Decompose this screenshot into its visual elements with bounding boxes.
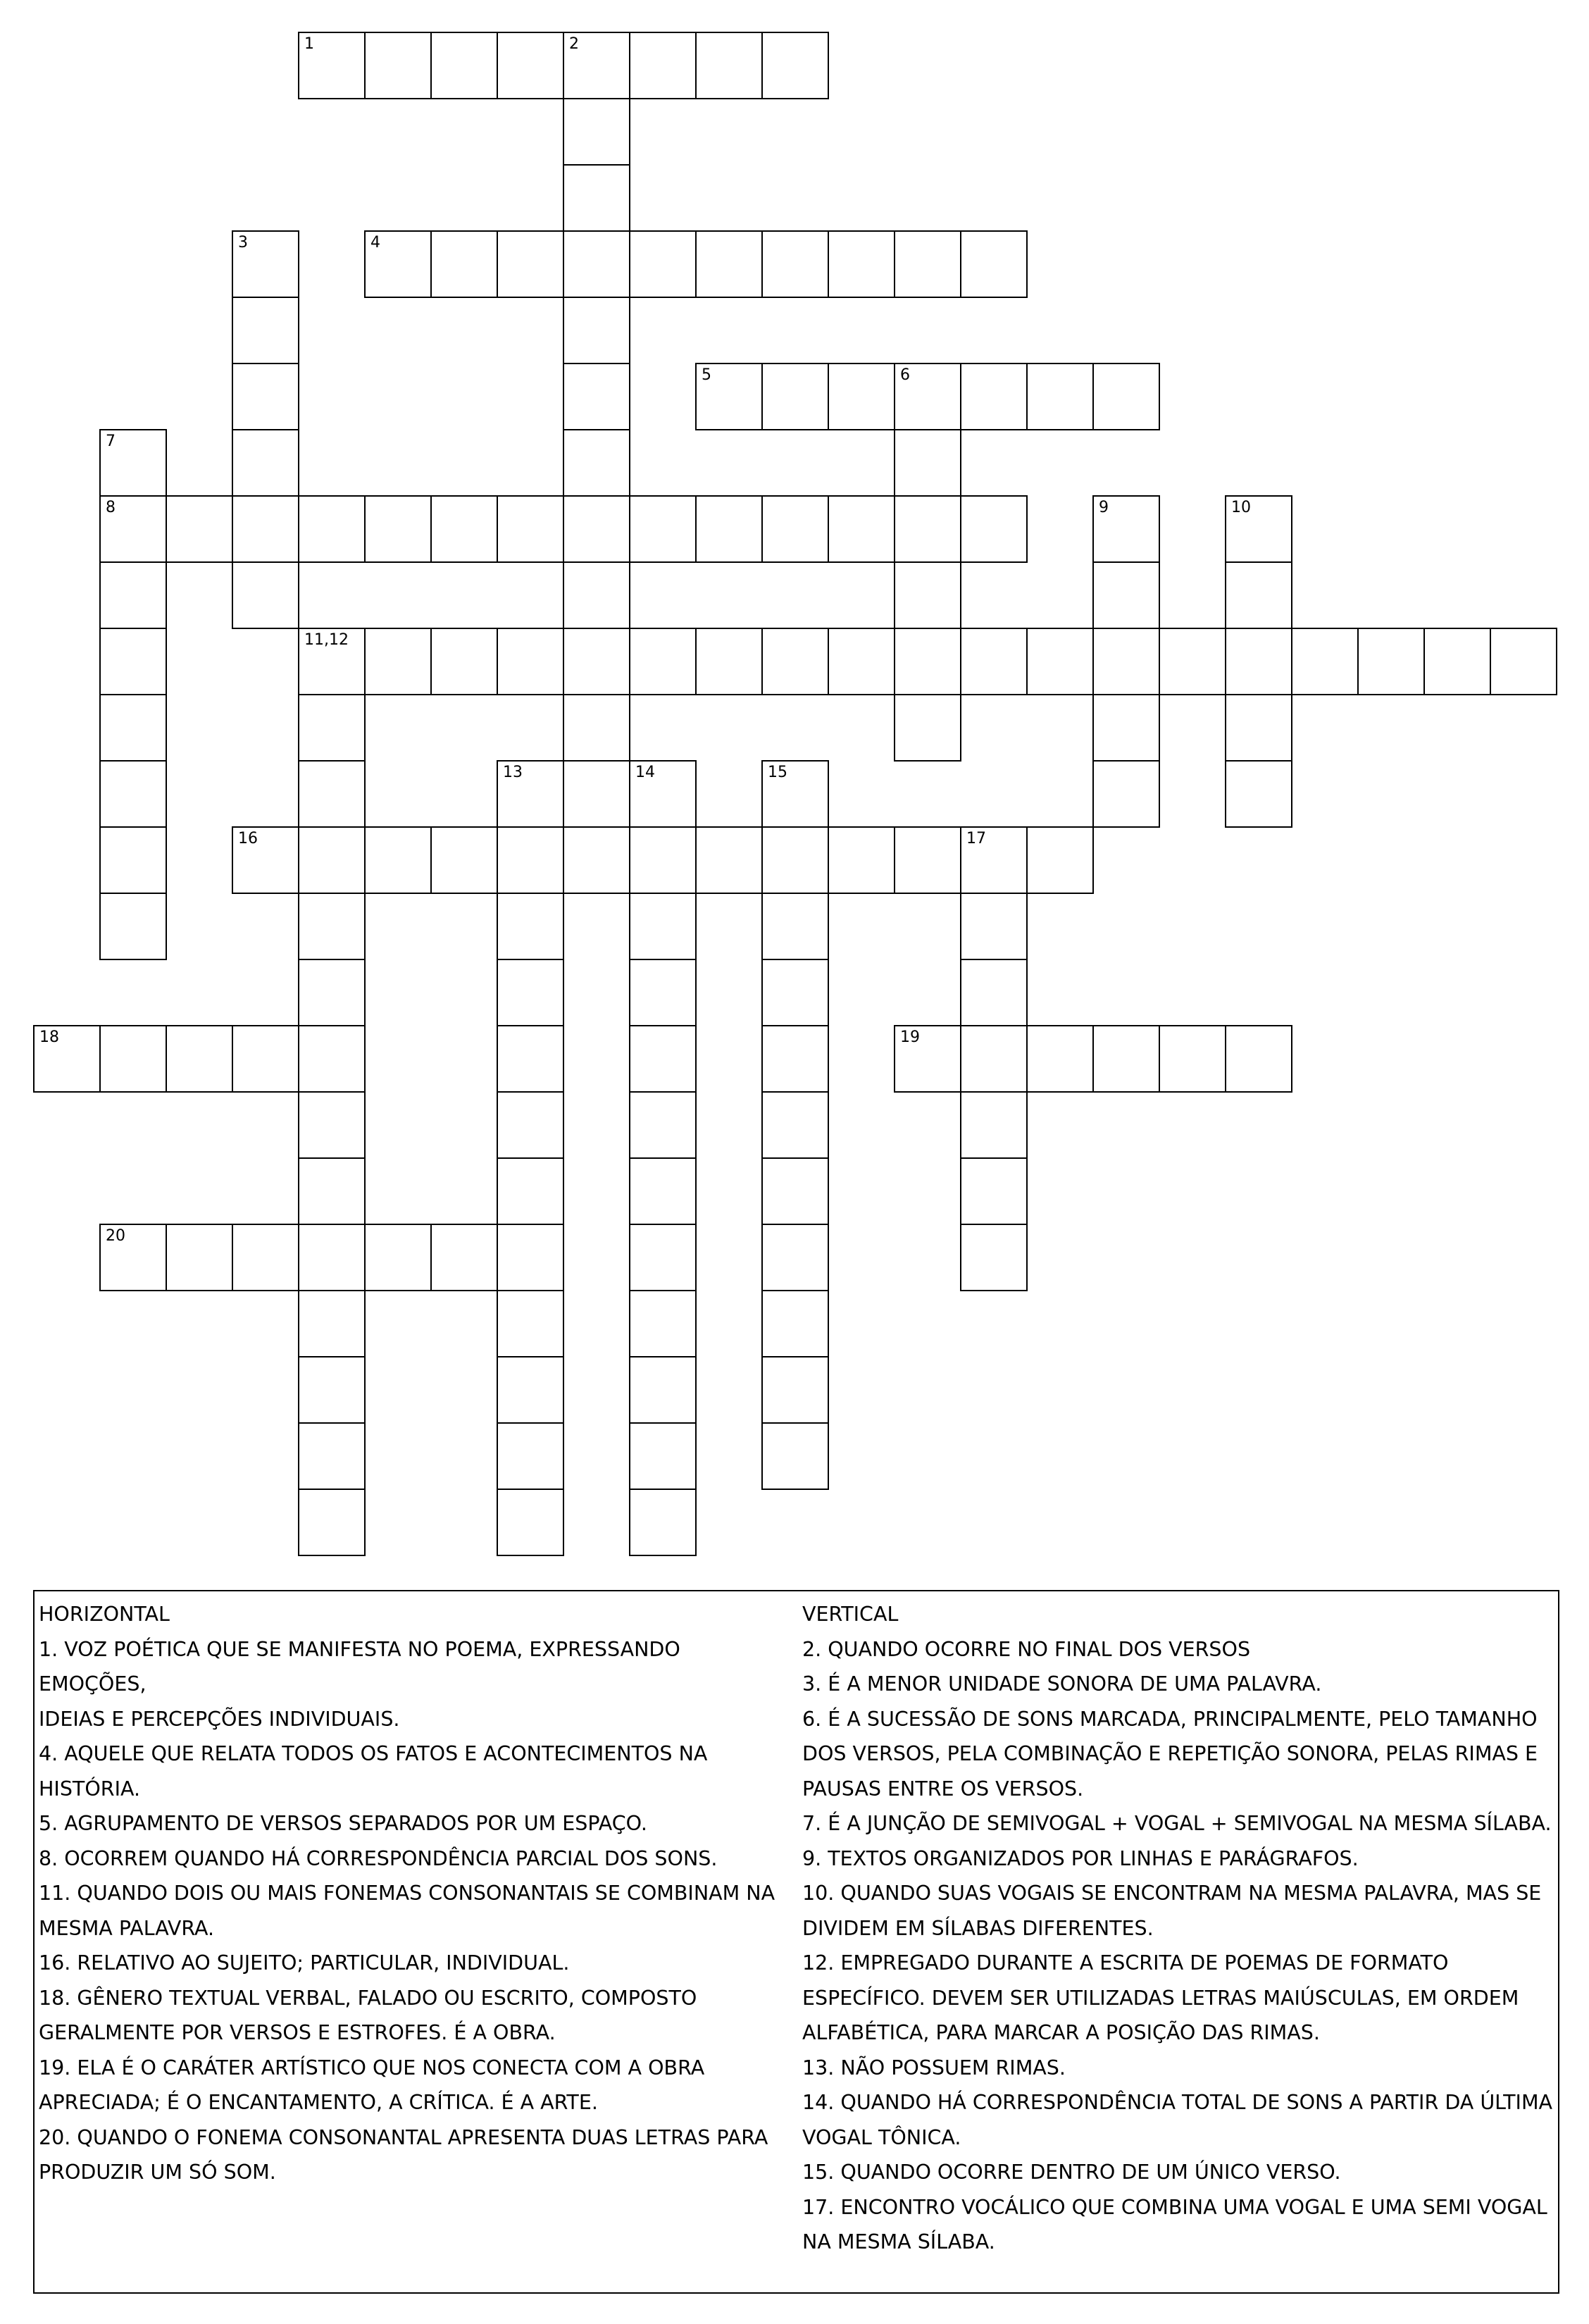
grid-cell[interactable]: [298, 1091, 366, 1159]
grid-cell[interactable]: [960, 893, 1028, 960]
grid-cell[interactable]: [497, 760, 564, 828]
clue-line: APRECIADA; É O ENCANTAMENTO, A CRÍTICA. É A ARTE.: [39, 2091, 598, 2114]
grid-cell[interactable]: [629, 893, 697, 960]
grid-cell[interactable]: [761, 1091, 829, 1159]
grid-cell[interactable]: [960, 1157, 1028, 1225]
grid-cell[interactable]: [960, 1091, 1028, 1159]
clue-line: 6. É A SUCESSÃO DE SONS MARCADA, PRINCIPALMENTE, PELO TAMANHO: [802, 1707, 1538, 1731]
grid-cell[interactable]: [629, 959, 697, 1026]
grid-cell[interactable]: [1225, 561, 1292, 629]
grid-cell[interactable]: [761, 1157, 829, 1225]
grid-cell[interactable]: [430, 826, 498, 894]
clue-line: 10. QUANDO SUAS VOGAIS SE ENCONTRAM NA MESMA PALAVRA, MAS SE: [802, 1882, 1542, 1905]
clue-number: 4: [370, 234, 380, 251]
clue-number: 18: [39, 1029, 59, 1046]
grid-cell[interactable]: [828, 495, 895, 563]
grid-cell[interactable]: [497, 959, 564, 1026]
grid-cell[interactable]: [430, 628, 498, 695]
grid-cell[interactable]: [1092, 1025, 1160, 1093]
clue-number: 1: [304, 35, 314, 53]
grid-cell[interactable]: [894, 495, 961, 563]
grid-cell[interactable]: [364, 826, 432, 894]
clue-line: GERALMENTE POR VERSOS E ESTROFES. É A OBRA.: [39, 2021, 556, 2044]
grid-cell[interactable]: [298, 893, 366, 960]
grid-cell[interactable]: [430, 495, 498, 563]
clue-number: 10: [1231, 499, 1251, 516]
grid-cell[interactable]: [1291, 628, 1359, 695]
grid-cell[interactable]: [761, 230, 829, 298]
clue-line: 5. AGRUPAMENTO DE VERSOS SEPARADOS POR UM ESPAÇO.: [39, 1812, 647, 1835]
clue-number: 7: [106, 433, 116, 450]
grid-cell[interactable]: [563, 495, 630, 563]
grid-cell[interactable]: [1159, 628, 1226, 695]
grid-cell[interactable]: [894, 826, 961, 894]
grid-cell[interactable]: [1026, 826, 1094, 894]
grid-cell[interactable]: [1225, 760, 1292, 828]
grid-cell[interactable]: [497, 1157, 564, 1225]
grid-cell[interactable]: [894, 429, 961, 497]
grid-cell[interactable]: [563, 826, 630, 894]
grid-cell[interactable]: [563, 429, 630, 497]
grid-cell[interactable]: [99, 628, 167, 695]
clue-line: 1. VOZ POÉTICA QUE SE MANIFESTA NO POEMA, EXPRESSANDO EMOÇÕES,: [39, 1637, 680, 1696]
grid-cell[interactable]: [99, 1224, 167, 1291]
grid-cell[interactable]: [761, 628, 829, 695]
grid-cell[interactable]: [629, 1422, 697, 1490]
clue-line: 2. QUANDO OCORRE NO FINAL DOS VERSOS: [802, 1637, 1251, 1661]
grid-cell[interactable]: [960, 495, 1028, 563]
clue-line: PAUSAS ENTRE OS VERSOS.: [802, 1777, 1084, 1801]
grid-cell[interactable]: [761, 495, 829, 563]
clue-line: 17. ENCONTRO VOCÁLICO QUE COMBINA UMA VOGAL E UMA SEMI VOGAL: [802, 2195, 1547, 2219]
grid-cell[interactable]: [828, 230, 895, 298]
clue-line: DOS VERSOS, PELA COMBINAÇÃO E REPETIÇÃO SONORA, PELAS RIMAS E: [802, 1742, 1538, 1765]
grid-cell[interactable]: [430, 1224, 498, 1291]
clue-line: 20. QUANDO O FONEMA CONSONANTAL APRESENTA DUAS LETRAS PARA: [39, 2125, 768, 2149]
grid-cell[interactable]: [298, 1422, 366, 1490]
clue-number: 14: [635, 764, 655, 781]
grid-cell[interactable]: [695, 363, 763, 430]
grid-cell[interactable]: [629, 32, 697, 99]
grid-cell[interactable]: [629, 1025, 697, 1093]
grid-cell[interactable]: [761, 760, 829, 828]
grid-cell[interactable]: [563, 694, 630, 762]
grid-cell[interactable]: [894, 694, 961, 762]
grid-cell[interactable]: [960, 826, 1028, 894]
grid-cell[interactable]: [828, 826, 895, 894]
grid-cell[interactable]: [497, 826, 564, 894]
grid-cell[interactable]: [497, 1091, 564, 1159]
clue-number: 17: [966, 830, 986, 847]
grid-cell[interactable]: [1092, 561, 1160, 629]
grid-cell[interactable]: [695, 826, 763, 894]
clue-number: 6: [900, 366, 910, 384]
clue-number: 8: [106, 499, 116, 516]
grid-cell[interactable]: [99, 495, 167, 563]
grid-cell[interactable]: [563, 561, 630, 629]
grid-cell[interactable]: [232, 826, 299, 894]
clue-line: ESPECÍFICO. DEVEM SER UTILIZADAS LETRAS MAIÚSCULAS, EM ORDEM: [802, 1986, 1519, 2010]
grid-cell[interactable]: [629, 1091, 697, 1159]
grid-cell[interactable]: [364, 230, 432, 298]
clue-line: IDEIAS E PERCEPÇÕES INDIVIDUAIS.: [39, 1707, 400, 1731]
clue-line: 11. QUANDO DOIS OU MAIS FONEMAS CONSONANTAIS SE COMBINAM NA: [39, 1882, 775, 1905]
grid-cell[interactable]: [99, 826, 167, 894]
grid-cell[interactable]: [298, 1157, 366, 1225]
clue-line: 19. ELA É O CARÁTER ARTÍSTICO QUE NOS CONECTA COM A OBRA: [39, 2056, 705, 2080]
grid-cell[interactable]: [1092, 495, 1160, 563]
grid-cell[interactable]: [761, 826, 829, 894]
clue-line: 4. AQUELE QUE RELATA TODOS OS FATOS E ACONTECIMENTOS NA: [39, 1742, 708, 1765]
grid-cell[interactable]: [1026, 628, 1094, 695]
grid-cell[interactable]: [1423, 628, 1491, 695]
grid-cell[interactable]: [960, 363, 1028, 430]
grid-cell[interactable]: [894, 561, 961, 629]
clue-line: 8. OCORREM QUANDO HÁ CORRESPONDÊNCIA PARCIAL DOS SONS.: [39, 1846, 718, 1870]
grid-cell[interactable]: [563, 230, 630, 298]
grid-cell[interactable]: [563, 297, 630, 364]
grid-cell[interactable]: [232, 297, 299, 364]
grid-cell[interactable]: [629, 1489, 697, 1556]
grid-cell[interactable]: [1092, 628, 1160, 695]
grid-cell[interactable]: [761, 1422, 829, 1490]
grid-cell[interactable]: [894, 1025, 961, 1093]
grid-cell[interactable]: [33, 1025, 101, 1093]
grid-cell[interactable]: [497, 1422, 564, 1490]
vertical-heading: VERTICAL: [802, 1603, 899, 1626]
clue-line: 12. EMPREGADO DURANTE A ESCRITA DE POEMAS DE FORMATO: [802, 1951, 1449, 1975]
grid-cell[interactable]: [1026, 1025, 1094, 1093]
grid-cell[interactable]: [232, 561, 299, 629]
grid-cell[interactable]: [99, 429, 167, 497]
clue-line: PRODUZIR UM SÓ SOM.: [39, 2161, 276, 2184]
horizontal-clues: [39, 1597, 792, 2190]
grid-cell[interactable]: [761, 32, 829, 99]
grid-cell[interactable]: [629, 1157, 697, 1225]
grid-cell[interactable]: [761, 893, 829, 960]
grid-cell[interactable]: [828, 628, 895, 695]
clue-line: HISTÓRIA.: [39, 1777, 141, 1801]
grid-cell[interactable]: [232, 495, 299, 563]
grid-cell[interactable]: [232, 363, 299, 430]
grid-cell[interactable]: [166, 1224, 233, 1291]
clue-line: NA MESMA SÍLABA.: [802, 2230, 995, 2254]
grid-cell[interactable]: [298, 1025, 366, 1093]
grid-cell[interactable]: [298, 694, 366, 762]
grid-cell[interactable]: [99, 561, 167, 629]
grid-cell[interactable]: [960, 628, 1028, 695]
grid-cell[interactable]: [629, 1224, 697, 1291]
clues-box: [33, 1590, 1559, 2294]
grid-cell[interactable]: [364, 495, 432, 563]
grid-cell[interactable]: [430, 230, 498, 298]
grid-cell[interactable]: [563, 363, 630, 430]
grid-cell[interactable]: [497, 628, 564, 695]
grid-cell[interactable]: [629, 1356, 697, 1424]
horizontal-heading: HORIZONTAL: [39, 1603, 170, 1626]
clue-number: 5: [702, 366, 711, 384]
clue-number: 2: [569, 35, 579, 53]
clue-line: 15. QUANDO OCORRE DENTRO DE UM ÚNICO VERSO.: [802, 2161, 1341, 2184]
grid-cell[interactable]: [761, 1356, 829, 1424]
grid-cell[interactable]: [497, 32, 564, 99]
grid-cell[interactable]: [1225, 495, 1292, 563]
grid-cell[interactable]: [629, 230, 697, 298]
grid-cell[interactable]: [99, 760, 167, 828]
grid-cell[interactable]: [497, 230, 564, 298]
clue-number: 16: [238, 830, 258, 847]
clue-line: 13. NÃO POSSUEM RIMAS.: [802, 2056, 1066, 2080]
grid-cell[interactable]: [232, 1025, 299, 1093]
grid-cell[interactable]: [497, 893, 564, 960]
grid-cell[interactable]: [298, 1290, 366, 1357]
clue-number: 9: [1099, 499, 1109, 516]
grid-cell[interactable]: [298, 1224, 366, 1291]
grid-cell[interactable]: [1092, 760, 1160, 828]
clue-number: 11,12: [304, 631, 349, 649]
grid-cell[interactable]: [497, 1489, 564, 1556]
grid-cell[interactable]: [497, 495, 564, 563]
grid-cell[interactable]: [960, 1224, 1028, 1291]
grid-cell[interactable]: [894, 363, 961, 430]
grid-cell[interactable]: [298, 1356, 366, 1424]
grid-cell[interactable]: [695, 495, 763, 563]
clue-line: MESMA PALAVRA.: [39, 1916, 215, 1940]
grid-cell[interactable]: [629, 826, 697, 894]
clue-line: DIVIDEM EM SÍLABAS DIFERENTES.: [802, 1916, 1154, 1940]
grid-cell[interactable]: [563, 164, 630, 232]
grid-cell[interactable]: [166, 1025, 233, 1093]
grid-cell[interactable]: [232, 429, 299, 497]
clue-line: VOGAL TÔNICA.: [802, 2125, 961, 2149]
clue-line: ALFABÉTICA, PARA MARCAR A POSIÇÃO DAS RIMAS.: [802, 2021, 1320, 2044]
grid-cell[interactable]: [1490, 628, 1557, 695]
grid-cell[interactable]: [695, 628, 763, 695]
grid-cell[interactable]: [166, 495, 233, 563]
grid-cell[interactable]: [960, 1025, 1028, 1093]
grid-cell[interactable]: [761, 1224, 829, 1291]
grid-cell[interactable]: [1357, 628, 1425, 695]
grid-cell[interactable]: [298, 1489, 366, 1556]
grid-cell[interactable]: [1092, 363, 1160, 430]
grid-cell[interactable]: [497, 1025, 564, 1093]
grid-cell[interactable]: [761, 1025, 829, 1093]
clue-number: 15: [768, 764, 787, 781]
grid-cell[interactable]: [960, 959, 1028, 1026]
grid-cell[interactable]: [1159, 1025, 1226, 1093]
grid-cell[interactable]: [298, 826, 366, 894]
grid-cell[interactable]: [695, 230, 763, 298]
vertical-clues: [802, 1597, 1556, 2260]
clue-number: 13: [503, 764, 523, 781]
grid-cell[interactable]: [99, 1025, 167, 1093]
grid-cell[interactable]: [1225, 628, 1292, 695]
clue-line: 16. RELATIVO AO SUJEITO; PARTICULAR, INDIVIDUAL.: [39, 1951, 570, 1975]
grid-cell[interactable]: [364, 32, 432, 99]
grid-cell[interactable]: [364, 1224, 432, 1291]
grid-cell[interactable]: [894, 230, 961, 298]
grid-cell[interactable]: [629, 495, 697, 563]
grid-cell[interactable]: [232, 230, 299, 298]
clue-number: 19: [900, 1029, 920, 1046]
grid-cell[interactable]: [960, 230, 1028, 298]
grid-cell[interactable]: [761, 1290, 829, 1357]
grid-cell[interactable]: [761, 363, 829, 430]
grid-cell[interactable]: [695, 32, 763, 99]
grid-cell[interactable]: [497, 1290, 564, 1357]
grid-cell[interactable]: [629, 1290, 697, 1357]
grid-cell[interactable]: [629, 628, 697, 695]
grid-cell[interactable]: [232, 1224, 299, 1291]
grid-cell[interactable]: [761, 959, 829, 1026]
clue-number: 3: [238, 234, 248, 251]
grid-cell[interactable]: [1225, 1025, 1292, 1093]
grid-cell[interactable]: [497, 1356, 564, 1424]
grid-cell[interactable]: [828, 363, 895, 430]
grid-cell[interactable]: [430, 32, 498, 99]
grid-cell[interactable]: [894, 628, 961, 695]
clue-line: 7. É A JUNÇÃO DE SEMIVOGAL + VOGAL + SEMIVOGAL NA MESMA SÍLABA.: [802, 1812, 1552, 1835]
grid-cell[interactable]: [99, 694, 167, 762]
grid-cell[interactable]: [563, 628, 630, 695]
grid-cell[interactable]: [298, 959, 366, 1026]
grid-cell[interactable]: [298, 628, 366, 695]
grid-cell[interactable]: [364, 628, 432, 695]
grid-cell[interactable]: [1026, 363, 1094, 430]
clue-line: 3. É A MENOR UNIDADE SONORA DE UMA PALAVRA.: [802, 1672, 1322, 1696]
clue-number: 20: [106, 1227, 125, 1245]
clue-line: 14. QUANDO HÁ CORRESPONDÊNCIA TOTAL DE SONS A PARTIR DA ÚLTIMA: [802, 2091, 1553, 2114]
grid-cell[interactable]: [1092, 694, 1160, 762]
grid-cell[interactable]: [563, 32, 630, 99]
grid-cell[interactable]: [99, 893, 167, 960]
grid-cell[interactable]: [298, 760, 366, 828]
grid-cell[interactable]: [298, 495, 366, 563]
clue-line: 18. GÊNERO TEXTUAL VERBAL, FALADO OU ESCRITO, COMPOSTO: [39, 1986, 697, 2010]
grid-cell[interactable]: [1225, 694, 1292, 762]
clue-line: 9. TEXTOS ORGANIZADOS POR LINHAS E PARÁGRAFOS.: [802, 1846, 1359, 1870]
grid-cell[interactable]: [298, 32, 366, 99]
grid-cell[interactable]: [629, 760, 697, 828]
grid-cell[interactable]: [497, 1224, 564, 1291]
grid-cell[interactable]: [563, 98, 630, 166]
